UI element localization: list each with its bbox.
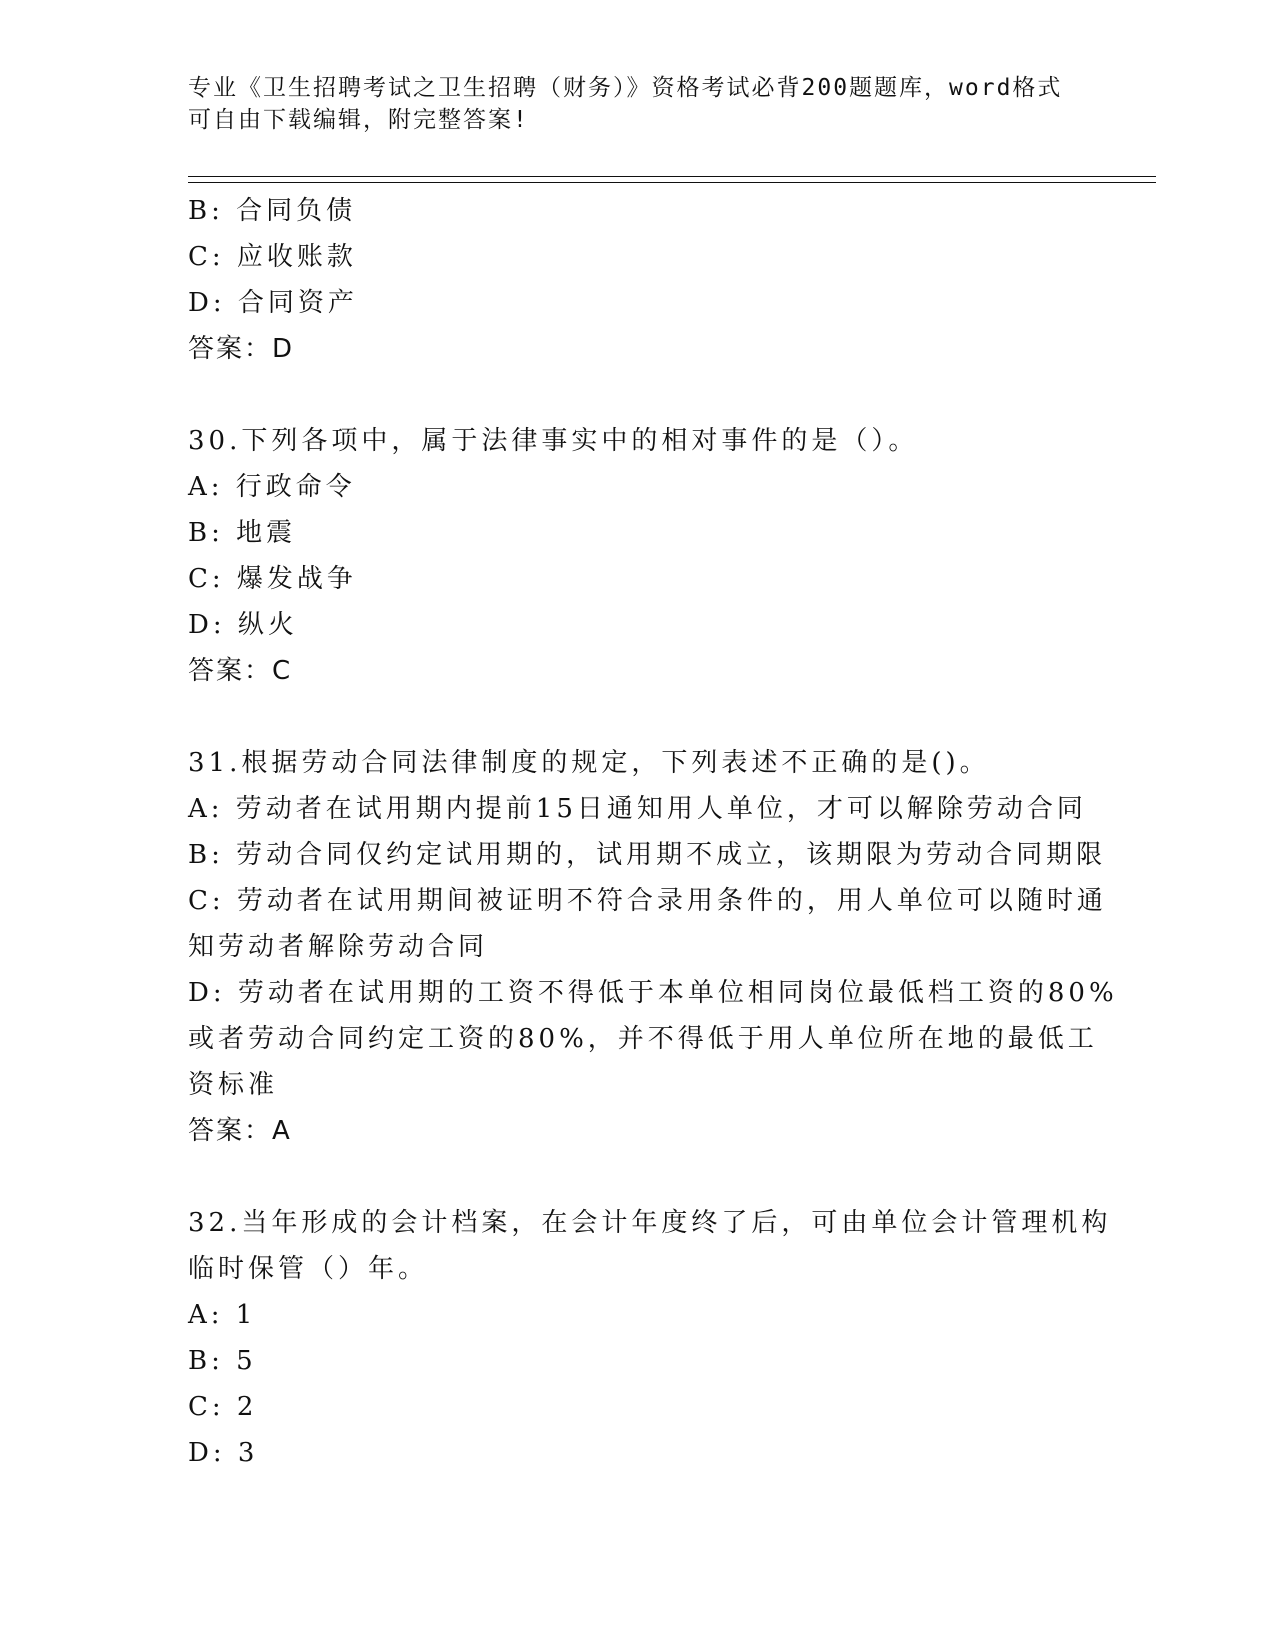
answer: 答案：D bbox=[188, 334, 295, 364]
question-text-line-1: 32.当年形成的会计档案，在会计年度终了后，可由单位会计管理机构 bbox=[188, 1208, 1112, 1238]
header-line-2: 可自由下载编辑，附完整答案! bbox=[188, 107, 529, 133]
option-c: C: 2 bbox=[188, 1392, 258, 1422]
option-a: A: 劳动者在试用期内提前15日通知用人单位，才可以解除劳动合同 bbox=[188, 794, 1087, 824]
option-d-line-3: 资标准 bbox=[188, 1070, 279, 1100]
option-b: B: 合同负债 bbox=[188, 196, 357, 226]
option-d: D: 合同资产 bbox=[188, 288, 358, 318]
option-b: B: 地震 bbox=[188, 518, 297, 548]
answer: 答案：A bbox=[188, 1116, 292, 1146]
header-divider-top bbox=[188, 176, 1156, 177]
document-header bbox=[188, 72, 1068, 136]
option-c: C: 爆发战争 bbox=[188, 564, 357, 594]
option-c: C: 应收账款 bbox=[188, 242, 357, 272]
question-30 bbox=[188, 418, 1088, 694]
option-c-line-2: 知劳动者解除劳动合同 bbox=[188, 932, 489, 962]
question-text-line-2: 临时保管（）年。 bbox=[188, 1254, 429, 1284]
question-text: 30.下列各项中，属于法律事实中的相对事件的是（）。 bbox=[188, 426, 919, 456]
spacer bbox=[188, 1154, 1088, 1200]
option-d-line-1: D: 劳动者在试用期的工资不得低于本单位相同岗位最低档工资的80% bbox=[188, 978, 1118, 1008]
option-a: A: 行政命令 bbox=[188, 472, 356, 502]
spacer bbox=[188, 694, 1088, 740]
option-c-line-1: C: 劳动者在试用期间被证明不符合录用条件的，用人单位可以随时通 bbox=[188, 886, 1107, 916]
prev-question-block bbox=[188, 188, 1088, 372]
option-a: A: 1 bbox=[188, 1300, 257, 1330]
header-line-1: 专业《卫生招聘考试之卫生招聘（财务）》资格考试必背200题题库，word格式 bbox=[188, 75, 1063, 101]
question-32 bbox=[188, 1200, 1112, 1476]
question-content bbox=[188, 188, 1118, 1476]
option-d: D: 3 bbox=[188, 1438, 259, 1468]
option-b: B: 劳动合同仅约定试用期的，试用期不成立，该期限为劳动合同期限 bbox=[188, 840, 1107, 870]
option-d: D: 纵火 bbox=[188, 610, 298, 640]
spacer bbox=[188, 372, 1088, 418]
option-d-line-2: 或者劳动合同约定工资的80%，并不得低于用人单位所在地的最低工 bbox=[188, 1024, 1098, 1054]
question-text: 31.根据劳动合同法律制度的规定，下列表述不正确的是()。 bbox=[188, 748, 990, 778]
header-divider-bottom bbox=[188, 182, 1156, 183]
question-31 bbox=[188, 740, 1118, 1154]
answer: 答案：C bbox=[188, 656, 293, 686]
option-b: B: 5 bbox=[188, 1346, 257, 1376]
